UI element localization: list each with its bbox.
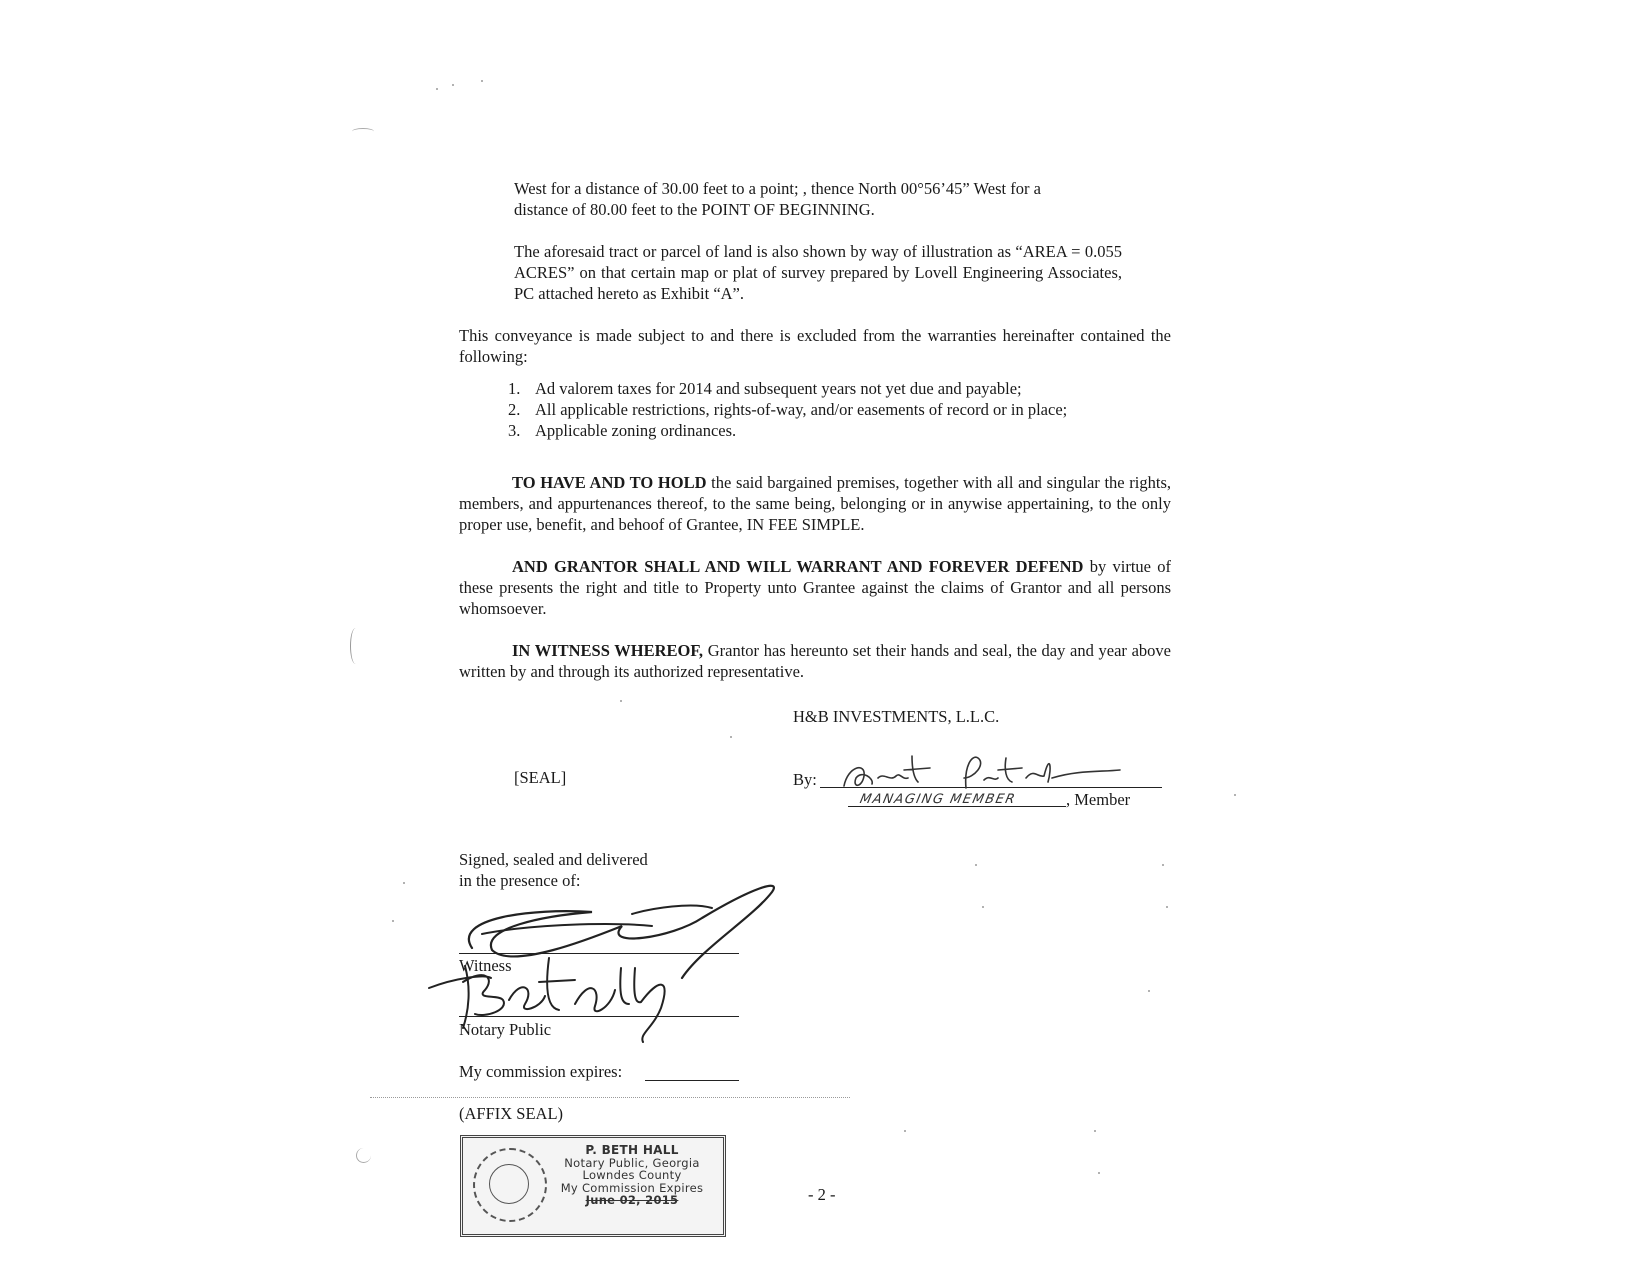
legal-description-closing-line-1: West for a distance of 30.00 feet to a point; , thence North 00°56’45” West for a	[514, 179, 1041, 198]
grantor-company-name: H&B INVESTMENTS, L.L.C.	[793, 707, 1000, 726]
habendum-text: the said bargained premises, together with all and singular the rights, members, and appurtenances thereof, to the same being, belonging or in anywise appertaining, to the only proper use, benefit, and behoof of Grantee, IN FEE SIMPLE.	[459, 473, 1172, 534]
habendum-paragraph	[459, 472, 1171, 535]
exclusion-item	[508, 399, 1108, 420]
notary-expires-date: June 02, 2015	[585, 1193, 679, 1207]
exclusion-number: 1.	[508, 379, 521, 398]
page-number: - 2 -	[808, 1185, 836, 1204]
fax-scan-line	[370, 1097, 850, 1098]
exclusion-item	[508, 420, 1108, 441]
legal-description-closing-line-2: distance of 80.00 feet to the POINT OF BEGINNING.	[514, 200, 875, 219]
signed-sealed-delivered: Signed, sealed and delivered	[459, 850, 648, 869]
witness-whereof-lead: IN WITNESS WHEREOF,	[512, 641, 704, 660]
scan-speck	[1166, 906, 1168, 908]
scan-speck	[1148, 990, 1150, 992]
warranty-paragraph	[459, 556, 1171, 619]
scan-speck	[982, 906, 984, 908]
scan-edge-mark	[352, 128, 374, 135]
notary-expires-label: My Commission Expires	[560, 1180, 704, 1195]
scan-speck	[436, 88, 438, 90]
scan-speck	[392, 920, 394, 922]
affix-seal-label: (AFFIX SEAL)	[459, 1104, 564, 1123]
scan-speck	[904, 1130, 906, 1132]
notary-county: Lowndes County	[582, 1168, 682, 1182]
in-presence-of: in the presence of:	[459, 871, 581, 890]
by-label: By:	[793, 770, 817, 789]
witness-whereof-text: Grantor has hereunto set their hands and seal, the day and year above written by and through its authorized representative.	[459, 641, 1171, 681]
scan-speck	[620, 700, 622, 702]
notary-stamp-text	[547, 1144, 717, 1207]
commission-expires-line	[645, 1080, 739, 1081]
habendum-lead: TO HAVE AND TO HOLD	[512, 473, 707, 492]
conveyance-intro-paragraph: This conveyance is made subject to and there is excluded from the warranties hereinafter contained the following:	[459, 326, 1171, 366]
exclusion-text: Ad valorem taxes for 2014 and subsequent years not yet due and payable;	[535, 379, 1022, 398]
witness-whereof-paragraph	[459, 640, 1171, 682]
aforesaid-tract-paragraph: The aforesaid tract or parcel of land is also shown by way of illustration as “AREA = 0.055 ACRES” on that certain map or plat of survey prepared by Lovell Engineering Associates, PC attached hereto as Exhibit “A”.	[514, 242, 1122, 303]
notary-stamp	[460, 1135, 726, 1237]
exclusions-list	[508, 378, 1108, 441]
warranty-text: by virtue of these presents the right and title to Property unto Grantee against the claims of Grantor and all persons whomsoever.	[459, 557, 1171, 618]
exclusion-number: 2.	[508, 400, 521, 419]
scan-edge-mark	[350, 628, 361, 664]
notary-name: P. BETH HALL	[585, 1143, 679, 1157]
notary-title: Notary Public, Georgia	[564, 1155, 700, 1170]
scan-edge-mark	[356, 1148, 371, 1163]
scan-speck	[1234, 794, 1236, 796]
scan-speck	[1098, 1172, 1100, 1174]
exclusion-item	[508, 378, 1108, 399]
notary-public-label: Notary Public	[459, 1020, 552, 1039]
warranty-lead: AND GRANTOR SHALL AND WILL WARRANT AND FOREVER DEFEND	[512, 557, 1084, 576]
notary-seal-center	[489, 1164, 529, 1204]
scan-speck	[730, 736, 732, 738]
scan-speck	[403, 882, 405, 884]
witness-label: Witness	[459, 956, 512, 975]
exclusion-text: All applicable restrictions, rights-of-way, and/or easements of record or in place;	[535, 400, 1068, 419]
scan-speck	[481, 80, 483, 82]
managing-member-handwriting: MANAGING MEMBER	[858, 792, 1018, 807]
exclusion-number: 3.	[508, 421, 521, 440]
seal-label: [SEAL]	[514, 768, 567, 787]
scan-speck	[975, 864, 977, 866]
scan-speck	[1162, 864, 1164, 866]
scan-speck	[1094, 1130, 1096, 1132]
commission-expires-label: My commission expires:	[459, 1062, 623, 1081]
member-label: , Member	[1066, 790, 1131, 809]
scan-speck	[452, 84, 454, 86]
exclusion-text: Applicable zoning ordinances.	[535, 421, 737, 440]
